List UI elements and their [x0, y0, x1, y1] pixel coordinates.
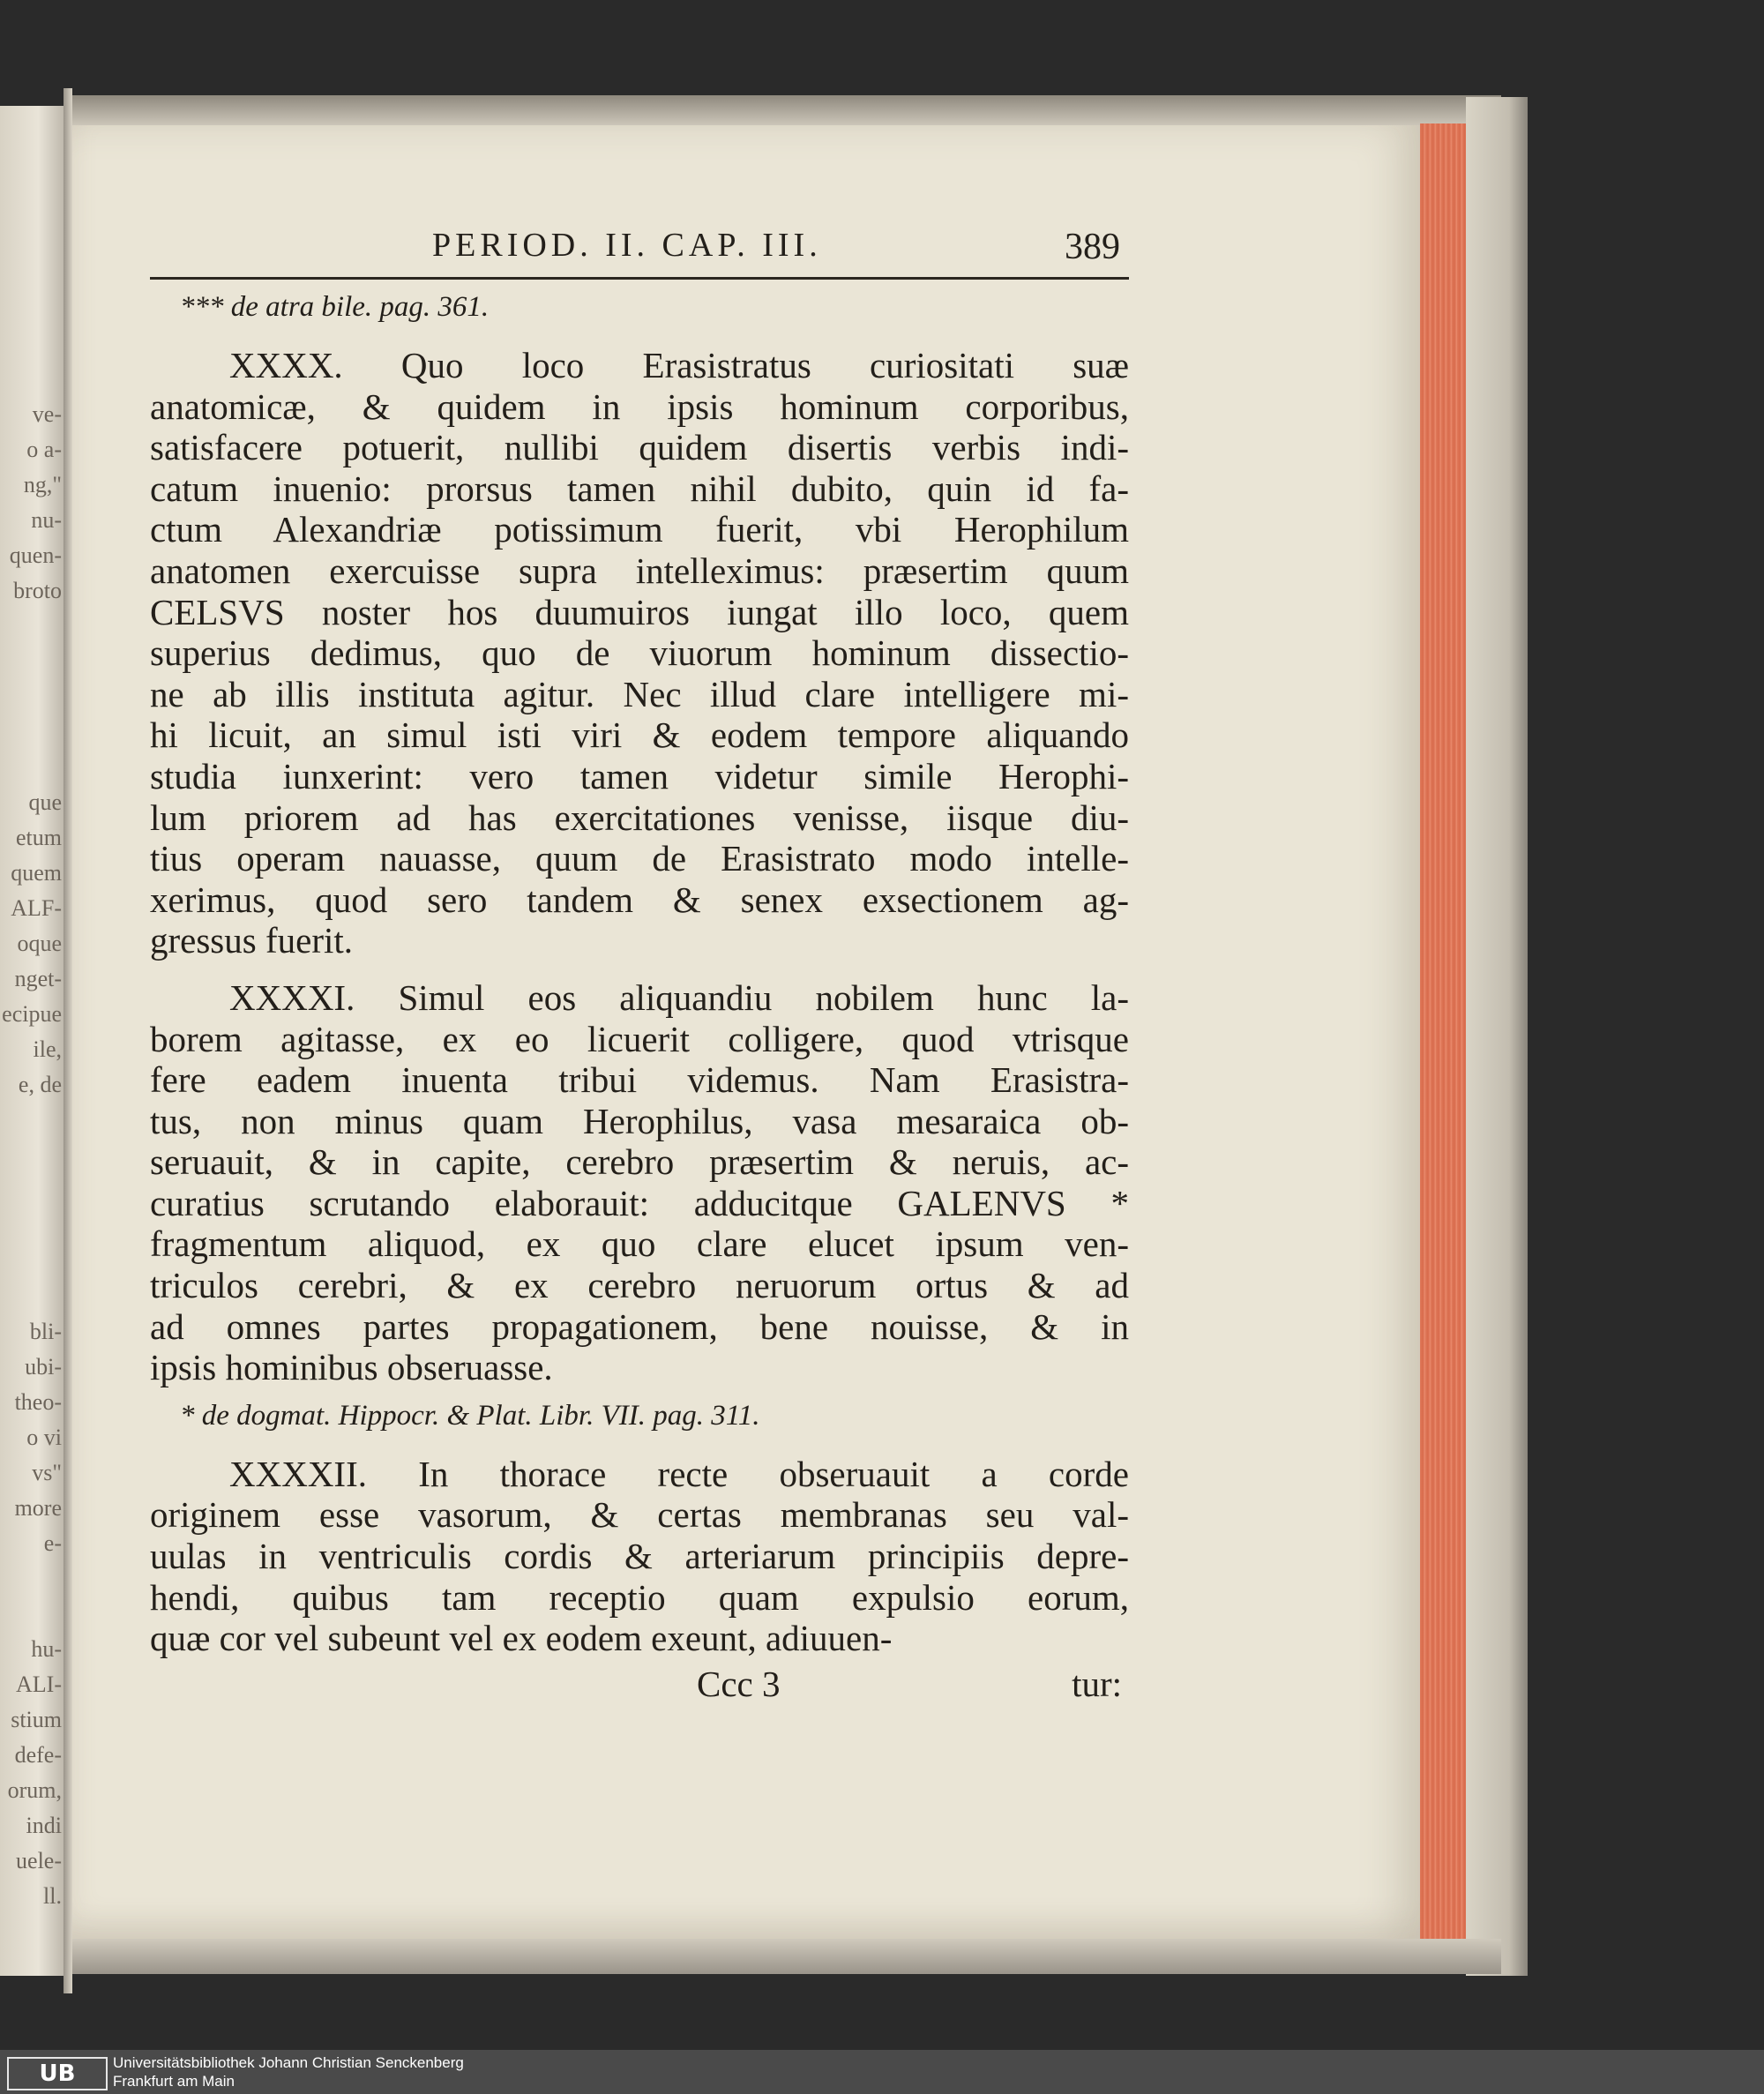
library-name-line2: Frankfurt am Main	[113, 2073, 235, 2090]
paragraph-xxxxi	[150, 977, 1129, 1388]
facing-page-fragment	[0, 1208, 62, 1244]
text-line: XXXX. Quo loco Erasistratus curiositati suæ	[229, 345, 1129, 385]
facing-page-fragment: ubi-	[25, 1354, 62, 1380]
facing-page-fragment: e, de	[18, 1072, 62, 1097]
facing-page-fragment: ALF-	[11, 895, 62, 921]
facing-page-fragment: ALI-	[16, 1671, 62, 1697]
facing-page-fragment	[0, 714, 62, 750]
book-cover-edge	[1466, 97, 1528, 1976]
text-line: gressus fuerit.	[150, 920, 354, 961]
facing-page-fragment: o vi	[26, 1425, 62, 1450]
facing-page-fragment	[0, 644, 62, 679]
facing-page-fragment: o a-	[26, 437, 62, 462]
footnote-top: *** de atra bile. pag. 361.	[180, 291, 490, 323]
facing-page-fragment	[0, 1244, 62, 1279]
facing-page-fragment: nu-	[31, 507, 62, 533]
facing-page-fragment: e-	[43, 1530, 62, 1556]
facing-page-fragment: ve-	[32, 401, 62, 427]
signature-mark: Ccc 3	[697, 1663, 781, 1704]
text-line: catum inuenio: prorsus tamen nihil dubito, quin id fa-	[150, 467, 1129, 509]
text-line: xerimus, quod sero tandem & senex exsectionem ag-	[150, 879, 1129, 920]
text-line: tus, non minus quam Herophilus, vasa mesaraica ob-	[150, 1100, 1129, 1141]
page-bottom-edge	[72, 1939, 1501, 1974]
page-top-shadow	[72, 95, 1501, 127]
facing-page-fragment: ecipue	[2, 1001, 62, 1027]
catchword: tur:	[1072, 1663, 1122, 1704]
facing-page-text-fragments	[0, 397, 62, 1914]
paragraph-xxxx	[150, 345, 1129, 961]
facing-page-fragment: ng,"	[23, 472, 62, 497]
footnote-mid: * de dogmat. Hippocr. & Plat. Libr. VII. pag. 311.	[180, 1399, 760, 1432]
text-line: fere eadem inuenta tribui videmus. Nam Erasistra-	[150, 1059, 1129, 1101]
facing-page-fragment: oque	[17, 931, 62, 956]
facing-page-fragment: more	[14, 1495, 62, 1521]
facing-page-fragment: defe-	[14, 1742, 62, 1768]
text-line: originem esse vasorum, & certas membranas seu val-	[150, 1494, 1129, 1536]
facing-page-fragment: nget-	[14, 966, 62, 991]
facing-page-fragment: orum,	[7, 1777, 62, 1803]
facing-page-fragment: ile,	[33, 1036, 62, 1062]
text-line: ne ab illis instituta agitur. Nec illud clare intelligere mi-	[150, 673, 1129, 714]
facing-page-fragment: broto	[13, 578, 62, 603]
facing-page-fragment	[0, 1561, 62, 1597]
facing-page-fragment	[0, 1597, 62, 1632]
text-line: quæ cor vel subeunt vel ex eodem exeunt, adiuuen-	[150, 1618, 893, 1659]
text-line: fragmentum aliquod, ex quo clare elucet ipsum ven-	[150, 1223, 1129, 1265]
page-number: 389	[1065, 227, 1120, 267]
facing-page-fragment: quen-	[9, 542, 62, 568]
text-line: studia iunxerint: vero tamen videtur simile Herophi-	[150, 755, 1129, 796]
facing-page-fragment: ll.	[43, 1883, 62, 1909]
facing-page-fragment: indi	[26, 1813, 62, 1838]
facing-page-fragment: etum	[16, 825, 62, 850]
facing-page-fragment	[0, 1173, 62, 1208]
running-head	[150, 221, 1129, 280]
text-line: hi licuit, an simul isti viri & eodem tempore aliquando	[150, 714, 1129, 756]
paragraph-xxxxii	[150, 1454, 1129, 1659]
facing-page-fragment: stium	[11, 1707, 62, 1732]
facing-page-fragment	[0, 1279, 62, 1314]
text-line: borem agitasse, ex eo licuerit colligere, quod vtrisque	[150, 1018, 1129, 1059]
text-line: curatius scrutando elaborauit: adducitque GALENVS *	[150, 1182, 1129, 1223]
text-line: seruauit, & in capite, cerebro præsertim & neruis, ac-	[150, 1141, 1129, 1183]
text-line: anatomen exercuisse supra intelleximus: præsertim quum	[150, 550, 1129, 591]
library-footer-bar	[0, 2050, 1764, 2094]
text-line: superius dedimus, quo de viuorum hominum dissectio-	[150, 632, 1129, 674]
text-line: XXXXII. In thorace recte obseruauit a corde	[229, 1453, 1129, 1494]
text-line: XXXXI. Simul eos aliquandiu nobilem hunc la-	[229, 976, 1129, 1018]
facing-page-fragment: vs"	[32, 1460, 62, 1485]
text-line: lum priorem ad has exercitationes venisse, iisque diu-	[150, 796, 1129, 838]
text-line: ctum Alexandriæ potissimum fuerit, vbi Herophilum	[150, 509, 1129, 550]
facing-page-fragment	[0, 679, 62, 714]
running-head-title: PERIOD. II. CAP. III.	[432, 227, 822, 264]
facing-page-fragment: theo-	[14, 1389, 62, 1415]
facing-page-fragment: uele-	[16, 1848, 62, 1873]
library-name	[113, 2053, 464, 2090]
library-name-line1: Universitätsbibliothek Johann Christian Senckenberg	[113, 2054, 464, 2071]
page-foot	[150, 1663, 1129, 1707]
ub-logo: UB	[7, 2057, 108, 2090]
text-line: triculos cerebri, & ex cerebro neruorum ortus & ad	[150, 1265, 1129, 1306]
facing-page-fragment: hu-	[31, 1636, 62, 1662]
red-page-edges	[1420, 123, 1466, 1949]
text-line: anatomicæ, & quidem in ipsis hominum corporibus,	[150, 385, 1129, 427]
book-gutter	[64, 88, 72, 1993]
text-line: uulas in ventriculis cordis & arteriarum principiis depre-	[150, 1536, 1129, 1577]
facing-page-left	[0, 106, 64, 1976]
facing-page-fragment	[0, 609, 62, 644]
facing-page-fragment: bli-	[29, 1319, 62, 1344]
text-line: CELSVS noster hos duumuiros iungat illo loco, quem	[150, 591, 1129, 632]
facing-page-fragment	[0, 1138, 62, 1173]
facing-page-fragment	[0, 750, 62, 785]
page-text-block	[150, 221, 1129, 1707]
facing-page-fragment: quem	[11, 860, 62, 886]
facing-page-fragment: que	[28, 789, 62, 815]
text-line: hendi, quibus tam receptio quam expulsio eorum,	[150, 1576, 1129, 1618]
text-line: ipsis hominibus obseruasse.	[150, 1347, 553, 1388]
text-line: satisfacere potuerit, nullibi quidem disertis verbis indi-	[150, 427, 1129, 468]
facing-page-fragment	[0, 1103, 62, 1138]
text-line: tius operam nauasse, quum de Erasistrato modo intelle-	[150, 838, 1129, 879]
text-line: ad omnes partes propagationem, bene nouisse, & in	[150, 1305, 1129, 1347]
